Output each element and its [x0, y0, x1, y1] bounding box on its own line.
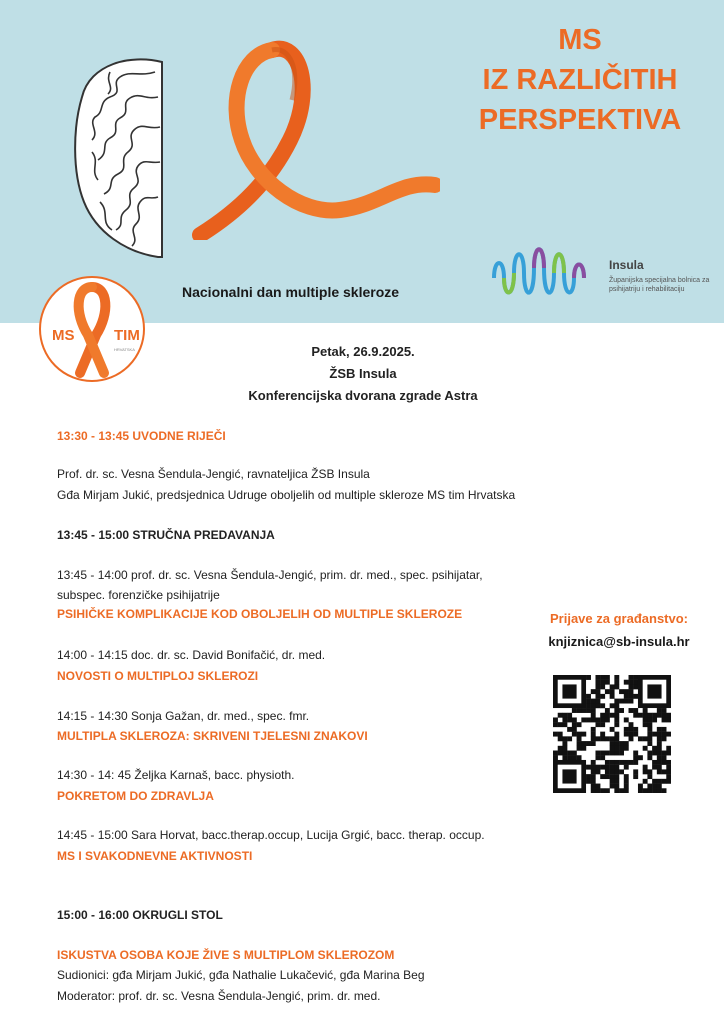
registration-email[interactable]: knjiznica@sb-insula.hr	[548, 634, 690, 649]
opening-speaker-2: Gđa Mirjam Jukić, predsjednica Udruge oboljelih od multiple skleroze MS tim Hrvatska	[57, 488, 516, 502]
talk-3-topic: MULTIPLA SKLEROZA: SKRIVENI TJELESNI ZNAKOVI	[57, 729, 368, 743]
section-opening-title: 13:30 - 13:45 UVODNE RIJEČI	[57, 429, 226, 443]
talk-4-topic: POKRETOM DO ZDRAVLJA	[57, 789, 214, 803]
awareness-ribbon	[180, 40, 440, 240]
talk-3-speaker: 14:15 - 14:30 Sonja Gažan, dr. med., spec. fmr.	[57, 709, 310, 723]
insula-description: Županijska specijalna bolnica za psihijatriju i rehabilitaciju	[609, 277, 710, 293]
roundtable-moderator: Moderator: prof. dr. sc. Vesna Šendula-Jengić, prim. dr. med.	[57, 989, 381, 1003]
page-title	[470, 20, 690, 140]
insula-logo-icon	[490, 238, 590, 308]
section-lectures-title: 13:45 - 15:00 STRUČNA PREDAVANJA	[57, 528, 275, 542]
ms-tim-logo-small: HRVATSKA	[114, 347, 135, 352]
talk-1-speaker-cont: subspec. forenzičke psihijatrije	[57, 588, 220, 602]
insula-name: Insula	[609, 258, 644, 272]
talk-4-speaker: 14:30 - 14: 45 Željka Karnaš, bacc. physioth.	[57, 768, 295, 782]
talk-2-topic: NOVOSTI O MULTIPLOJ SKLEROZI	[57, 669, 259, 683]
qr-code-icon[interactable]	[553, 675, 671, 793]
talk-5-speaker: 14:45 - 15:00 Sara Horvat, bacc.therap.occup, Lucija Grgić, bacc. therap. occup.	[57, 828, 485, 842]
talk-1-topic: PSIHIČKE KOMPLIKACIJE KOD OBOLJELIH OD MULTIPLE SKLEROZE	[57, 607, 463, 621]
opening-speaker-1: Prof. dr. sc. Vesna Šendula-Jengić, ravnateljica ŽSB Insula	[57, 467, 370, 481]
event-venue: ŽSB Insula	[329, 366, 397, 381]
subtitle: Nacionalni dan multiple skleroze	[182, 284, 400, 300]
talk-2-speaker: 14:00 - 14:15 doc. dr. sc. David Bonifačić, dr. med.	[57, 648, 326, 662]
title-line-3: PERSPEKTIVA	[478, 104, 682, 136]
event-room: Konferencijska dvorana zgrade Astra	[248, 388, 478, 403]
event-date: Petak, 26.9.2025.	[311, 344, 415, 359]
title-line-1: MS	[558, 24, 602, 56]
ms-tim-logo-right: TIM	[114, 327, 140, 344]
roundtable-participants: Sudionici: gđa Mirjam Jukić, gđa Nathalie Lukačević, gđa Marina Beg	[57, 968, 425, 982]
title-line-2: IZ RAZLIČITIH	[482, 64, 678, 96]
section-roundtable-title: 15:00 - 16:00 OKRUGLI STOL	[57, 908, 223, 922]
talk-1-speaker: 13:45 - 14:00 prof. dr. sc. Vesna Šendula-Jengić, prim. dr. med., spec. psihijatar,	[57, 568, 483, 582]
registration-label: Prijave za građanstvo:	[550, 611, 688, 626]
talk-5-topic: MS I SVAKODNEVNE AKTIVNOSTI	[57, 849, 253, 863]
ms-tim-logo	[30, 273, 160, 388]
roundtable-topic: ISKUSTVA OSOBA KOJE ŽIVE S MULTIPLOM SKLEROZOM	[57, 948, 395, 962]
event-info	[180, 341, 546, 407]
ms-tim-logo-left: MS	[52, 327, 75, 344]
brain-illustration	[70, 52, 170, 262]
